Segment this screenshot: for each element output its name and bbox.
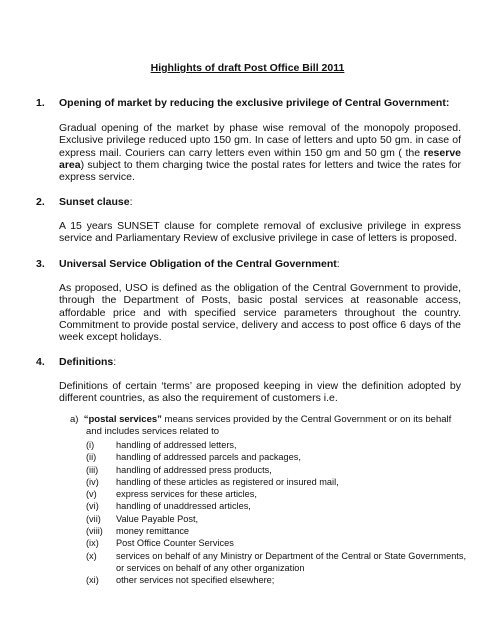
list-item: (ii) handling of addressed parcels and packages,	[86, 452, 301, 463]
section-number: 4.	[36, 356, 45, 368]
section-number: 1.	[36, 97, 45, 109]
section-heading-text: Sunset clause	[59, 196, 130, 208]
section-1-heading	[36, 97, 449, 109]
list-item: (iv) handling of these articles as registered or insured mail,	[86, 476, 339, 487]
list-item: (x) services on behalf of any Ministry or Department of the Central or State Governments, or services on behalf of any other organization	[86, 550, 466, 573]
list-item: (v) express services for these articles,	[86, 489, 257, 500]
section-heading-text: Universal Service Obligation of the Central Government	[59, 258, 337, 270]
list-item: (iii) handling of addressed press products,	[86, 464, 272, 475]
section-heading-text: Opening of market by reducing the exclusive privilege of Central Government:	[59, 97, 450, 109]
list-item: (xi) other services not specified elsewhere;	[86, 575, 275, 586]
section-heading-colon: :	[336, 258, 340, 270]
section-heading-colon: :	[113, 356, 117, 368]
section-3-heading	[36, 258, 340, 270]
reserve-area-term: reserve area	[59, 146, 461, 171]
section-3-paragraph: As proposed, USO is defined as the obligation of the Central Government to provide, through the Department of Posts, basic postal services at reasonable access, affordable price and with specified service parameters throughout the country. Commitment to provide postal service, delivery and access to post office 6 days of the week except holidays.	[59, 282, 461, 344]
list-item: (ix) Post Office Counter Services	[86, 538, 234, 549]
list-item: (i) handling of addressed letters,	[86, 440, 237, 450]
paragraph-text: Gradual opening of the market by phase wise removal of the monopoly proposed. Exclusive privilege reduced upto 150 gm. In case of letters and upto 50 gm. in case of express mail. Couriers can carry letters even within 150 gm and 50 gm ( the	[59, 122, 461, 159]
section-4-heading	[36, 356, 116, 368]
definition-term: “postal services”	[83, 414, 162, 425]
list-item: (vii) Value Payable Post,	[86, 513, 199, 524]
section-1-paragraph	[59, 122, 461, 183]
definition-text: means services provided by the Central Government or on its behalf	[161, 414, 452, 425]
definition-line-1	[70, 414, 451, 426]
list-item: (vi) handling of unaddressed articles,	[86, 501, 251, 512]
section-heading-colon: :	[129, 196, 133, 208]
document-title: Highlights of draft Post Office Bill 2011	[150, 62, 345, 74]
definition-line-2: and includes services related to	[86, 426, 220, 437]
section-number: 2.	[36, 196, 45, 208]
section-4-paragraph: Definitions of certain ‘terms’ are proposed keeping in view the definition adopted by different countries, as also the requirement of customers i.e.	[59, 380, 461, 405]
section-number: 3.	[36, 258, 45, 270]
definition-marker: a)	[70, 414, 79, 425]
list-item: (viii) money remittance	[86, 526, 190, 537]
section-2-paragraph: A 15 years SUNSET clause for complete removal of exclusive privilege in express service and Parliamentary Review of exclusive privilege in case of letters is proposed.	[59, 220, 461, 245]
postal-services-list	[86, 439, 466, 587]
section-heading-text: Definitions	[59, 356, 114, 368]
section-2-heading	[36, 196, 133, 208]
paragraph-text: ) subject to them charging twice the postal rates for letters and twice the rates for express service.	[59, 158, 461, 184]
